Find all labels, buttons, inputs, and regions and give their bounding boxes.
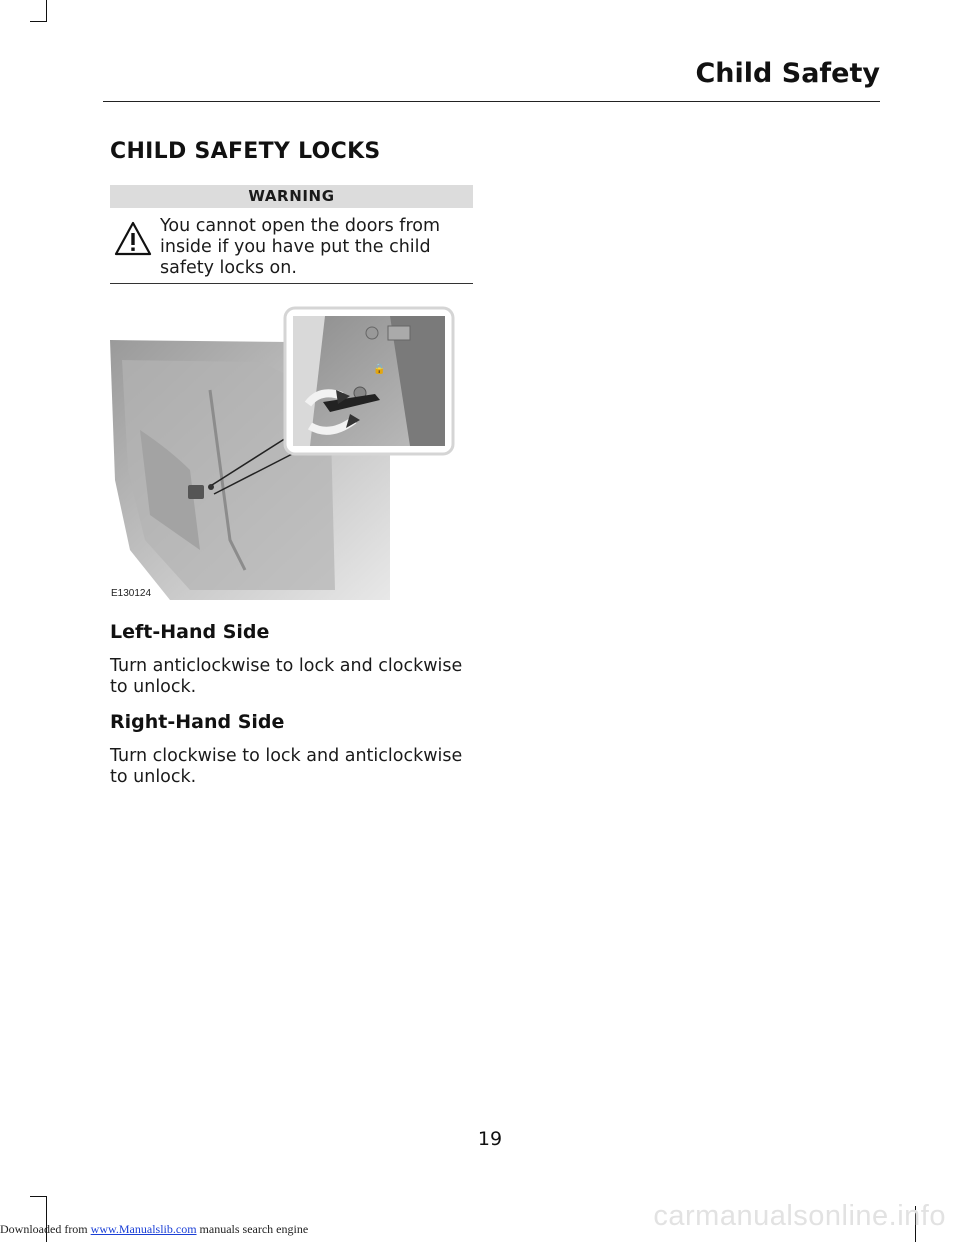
- warning-divider: [110, 283, 473, 284]
- header-divider: [103, 101, 880, 102]
- crop-mark: [30, 21, 47, 22]
- warning-text: You cannot open the doors from inside if you have put the child safety locks on.: [160, 216, 441, 278]
- watermark: carmanualsonline.info: [653, 1200, 946, 1232]
- footer-prefix: Downloaded from: [0, 1222, 91, 1236]
- left-hand-side-text: Turn anticlockwise to lock and clockwise to unlock.: [110, 656, 463, 697]
- page-header-title: Child Safety: [695, 58, 880, 89]
- footer-link[interactable]: www.Manualslib.com: [90, 1222, 197, 1236]
- warning-triangle-icon: [113, 219, 153, 259]
- section-title: CHILD SAFETY LOCKS: [110, 139, 381, 164]
- footer-suffix: manuals search engine: [196, 1222, 309, 1236]
- door-lock-illustration: [110, 300, 475, 605]
- svg-text:🔒: 🔒: [373, 364, 386, 375]
- right-hand-side-text: Turn clockwise to lock and anticlockwise to unlock.: [110, 746, 463, 787]
- footer-text: [0, 1222, 308, 1237]
- crop-mark: [30, 1196, 47, 1197]
- warning-label: WARNING: [110, 185, 473, 208]
- crop-mark: [46, 0, 47, 21]
- figure-id: E130124: [111, 588, 152, 599]
- right-hand-side-heading: Right-Hand Side: [110, 711, 285, 733]
- left-hand-side-heading: Left-Hand Side: [110, 621, 270, 643]
- page-number: 19: [477, 1128, 503, 1150]
